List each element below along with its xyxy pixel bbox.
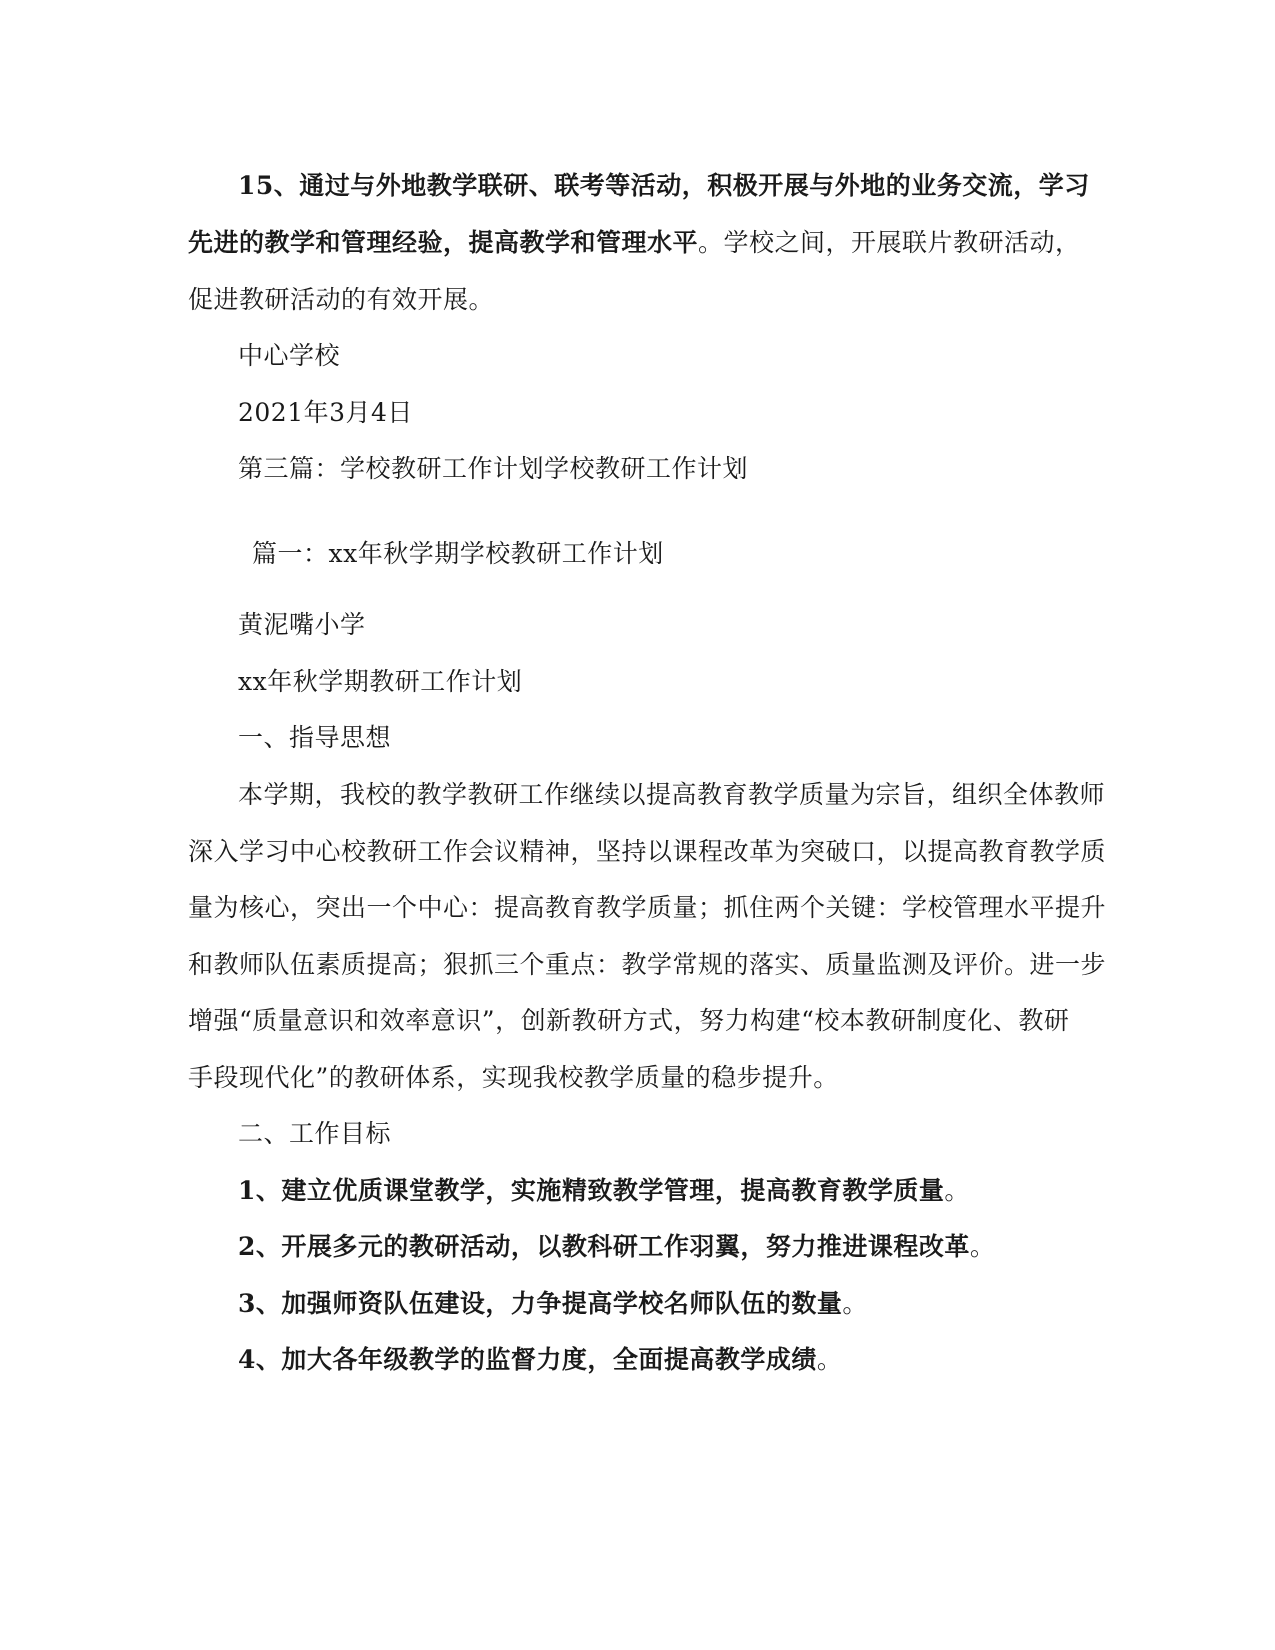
goal-tail: 。 [816, 1345, 843, 1374]
article1-title: 篇一：xx年秋学期学校教研工作计划 [252, 539, 664, 568]
para15-line3: 促进教研活动的有效开展。 [188, 285, 495, 314]
goal-text: 3、加强师资队伍建设，力争提高学校名师队伍的数量 [238, 1289, 843, 1318]
para15-line1: 15、通过与外地教学联研、联考等活动，积极开展与外地的业务交流，学习 [238, 171, 1090, 200]
goal-item [238, 1231, 995, 1263]
heading-guiding-thought: 一、指导思想 [238, 723, 392, 752]
goal-item [238, 1175, 970, 1207]
para15-line2 [188, 227, 1081, 259]
guiding-line: 手段现代化”的教研体系，实现我校教学质量的稳步提升。 [188, 1063, 839, 1092]
goal-item [238, 1344, 842, 1376]
goal-tail: 。 [944, 1176, 970, 1205]
section3-title: 第三篇：学校教研工作计划学校教研工作计划 [238, 454, 749, 483]
date: 2021年3月4日 [238, 398, 413, 427]
goal-text: 4、加大各年级教学的监督力度，全面提高教学成绩 [238, 1345, 817, 1374]
goal-tail: 。 [969, 1232, 996, 1261]
school-name: 黄泥嘴小学 [238, 610, 366, 639]
goal-item [238, 1288, 868, 1320]
goal-text: 2、开展多元的教研活动，以教科研工作羽翼，努力推进课程改革 [238, 1232, 970, 1261]
heading-work-goals: 二、工作目标 [238, 1119, 392, 1148]
guiding-line: 和教师队伍素质提高；狠抓三个重点：教学常规的落实、质量监测及评价。进一步 [188, 950, 1107, 979]
para15-line2-normal: 。学校之间，开展联片教研活动， [698, 228, 1081, 257]
plan-title: xx年秋学期教研工作计划 [238, 667, 523, 696]
goal-tail: 。 [842, 1289, 868, 1318]
guiding-line: 增强“质量意识和效率意识”，创新教研方式，努力构建“校本教研制度化、教研 [188, 1006, 1070, 1035]
goal-text: 1、建立优质课堂教学，实施精致教学管理，提高教育教学质量 [238, 1176, 945, 1205]
guiding-line: 量为核心，突出一个中心：提高教育教学质量；抓住两个关键：学校管理水平提升 [188, 893, 1107, 922]
guiding-line: 深入学习中心校教研工作会议精神，坚持以课程改革为突破口，以提高教育教学质 [188, 837, 1107, 866]
para15-line2-bold: 先进的教学和管理经验，提高教学和管理水平 [188, 228, 699, 257]
guiding-line: 本学期，我校的教学教研工作继续以提高教育教学质量为宗旨，组织全体教师 [238, 780, 1106, 809]
signature: 中心学校 [238, 341, 341, 370]
